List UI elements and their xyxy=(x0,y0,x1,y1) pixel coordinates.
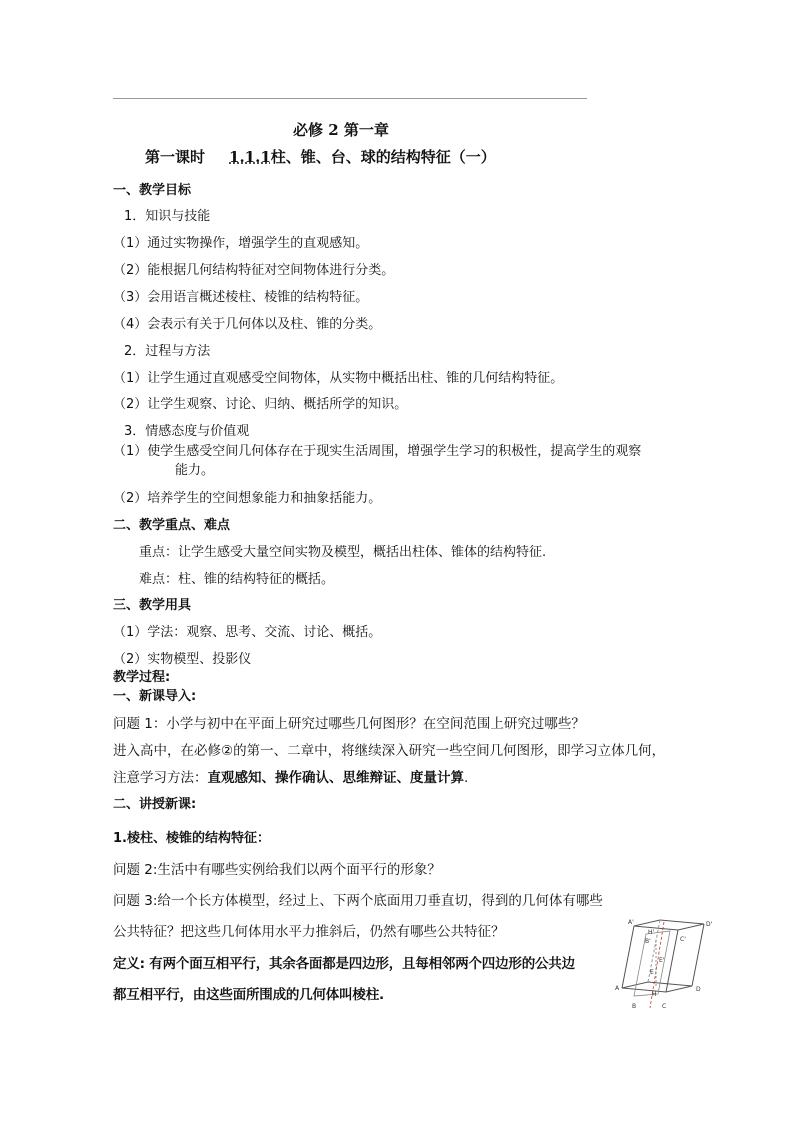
label-d-prime: D' xyxy=(706,921,713,928)
part2-heading: 二、讲授新课: xyxy=(113,797,197,812)
subtitle-text: 柱、锥、台、球的结构特征（一） xyxy=(270,148,496,166)
section1-item: （1）让学生通过直观感受空间物体，从实物中概括出柱、锥的几何结构特征。 xyxy=(113,371,564,386)
lesson-subtitle xyxy=(145,149,496,165)
prism-edge xyxy=(666,930,678,992)
header-rule xyxy=(113,98,587,99)
label-e: E xyxy=(650,969,654,976)
prism-edge xyxy=(622,926,634,988)
method-suffix: . xyxy=(464,770,469,786)
section1-item-cont: 能力。 xyxy=(175,463,215,478)
section1-item: （3）会用语言概述棱柱、棱锥的结构特征。 xyxy=(113,290,369,305)
process-heading: 教学过程: xyxy=(113,670,171,685)
question-3-line2: 公共特征？把这些几何体用水平力推斜后，仍然有哪些公共特征？ xyxy=(113,924,505,940)
subtitle-code: 1.1.1 xyxy=(229,148,271,166)
label-a-prime: A' xyxy=(628,919,634,926)
question-2: 问题 2:生活中有哪些实例给我们以两个面平行的形象？ xyxy=(113,862,441,878)
prism-figure xyxy=(612,912,722,1017)
section1-item: （4）会表示有关于几何体以及柱、锥的分类。 xyxy=(113,317,382,332)
section1-item: （2）培养学生的空间想象能力和抽象括能力。 xyxy=(113,491,382,506)
method-text xyxy=(113,770,468,786)
section1-item: （2）能根据几何结构特征对空间物体进行分类。 xyxy=(113,263,395,278)
prism-edge xyxy=(692,924,704,986)
prism-top-face xyxy=(634,920,704,930)
prism-section xyxy=(634,931,670,996)
method-bold: 直观感知、操作确认、思维辩证、度量计算 xyxy=(207,770,464,786)
method-prefix: 注意学习方法： xyxy=(113,770,208,786)
key-points: 重点：让学生感受大量空间实物及模型，概括出柱体、锥体的结构特征. xyxy=(139,545,547,560)
label-h-prime: H' xyxy=(648,929,655,936)
prism-bottom-face xyxy=(622,982,692,992)
label-b: B xyxy=(632,1003,637,1010)
section2-heading: 二、教学重点、难点 xyxy=(113,518,231,533)
section1-sub1: 1．知识与技能 xyxy=(124,209,211,224)
definition-line2: 都互相平行，由这些面所围成的几何体叫棱柱. xyxy=(113,987,384,1003)
label-b-prime: B' xyxy=(645,938,651,945)
question-3-line1: 问题 3:给一个长方体模型，经过上、下两个底面用刀垂直切，得到的几何体有哪些 xyxy=(113,893,603,909)
label-d: D xyxy=(696,986,701,993)
section1-sub3: 3．情感态度与价值观 xyxy=(124,424,250,439)
section1-item: （1）使学生感受空间几何体存在于现实生活周围，增强学生学习的积极性，提高学生的观察 xyxy=(113,444,642,459)
definition-line1: 定义: 有两个面互相平行，其余各面都是四边形，且每相邻两个四边形的公共边 xyxy=(113,956,575,972)
intro-text: 进入高中，在必修②的第一、二章中，将继续深入研究一些空间几何图形，即学习立体几何， xyxy=(113,743,666,759)
label-h: H xyxy=(652,991,657,998)
chapter-title: 必修 2 第一章 xyxy=(293,121,389,139)
section1-item: （1）通过实物操作，增强学生的直观感知。 xyxy=(113,236,369,251)
difficult-points: 难点：柱、锥的结构特征的概括。 xyxy=(139,572,335,587)
tools-item: （1）学法：观察、思考、交流、讨论、概括。 xyxy=(113,625,382,640)
subtitle-prefix: 第一课时 xyxy=(145,148,206,166)
label-e-prime: E' xyxy=(659,957,665,964)
section1-heading: 一、教学目标 xyxy=(113,183,192,198)
tools-item: （2）实物模型、投影仪 xyxy=(113,652,252,667)
topic-1: 1.棱柱、棱锥的结构特征： xyxy=(113,831,270,846)
label-a: A xyxy=(615,985,620,992)
section3-heading: 三、教学用具 xyxy=(113,598,192,613)
section1-sub2: 2．过程与方法 xyxy=(124,344,211,359)
question-1: 问题 1：小学与初中在平面上研究过哪些几何图形？在空间范围上研究过哪些？ xyxy=(113,716,585,732)
section1-item: （2）让学生观察、讨论、归纳、概括所学的知识。 xyxy=(113,397,408,412)
label-c: C xyxy=(662,1003,667,1010)
part1-heading: 一、新课导入: xyxy=(113,689,197,704)
label-c-prime: C' xyxy=(680,936,686,943)
